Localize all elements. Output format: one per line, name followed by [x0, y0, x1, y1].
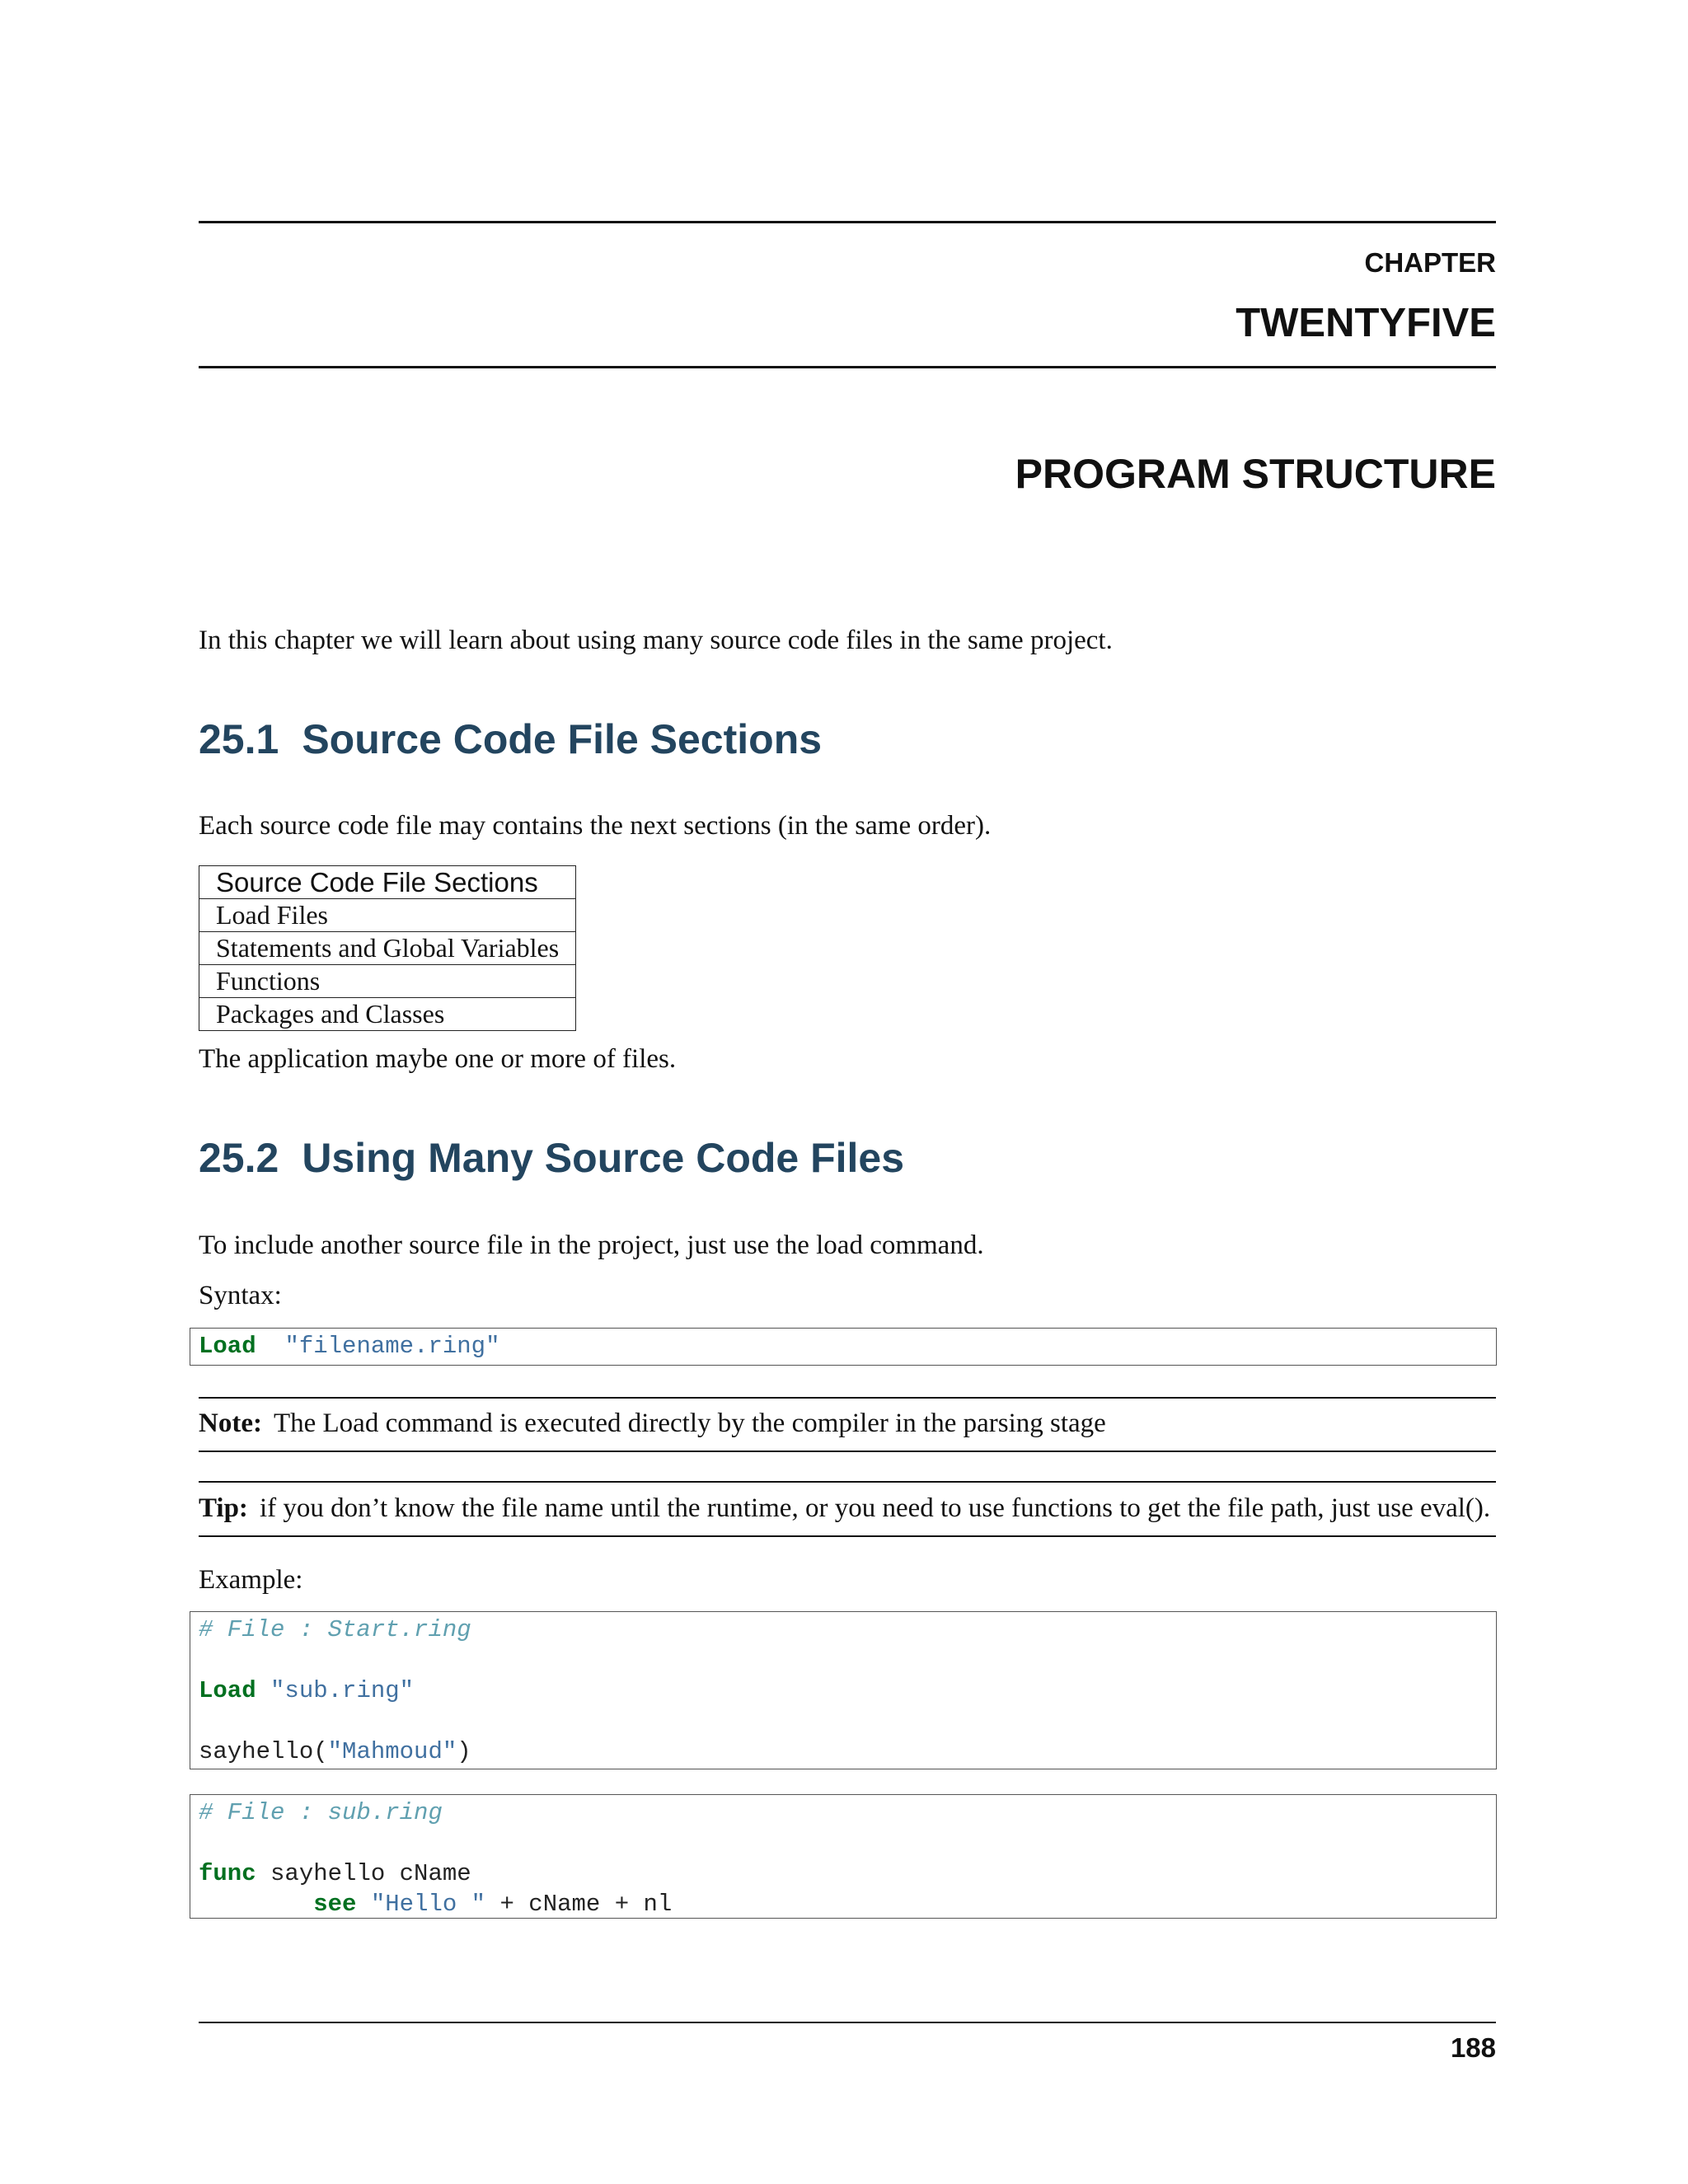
- note-text: The Load command is executed directly by the compiler in the parsing stage: [273, 1408, 1106, 1438]
- chapter-number: TWENTYFIVE: [1236, 301, 1496, 345]
- code-string: "Hello ": [370, 1891, 486, 1918]
- code-keyword: Load: [199, 1333, 256, 1360]
- code-indent: [199, 1891, 313, 1918]
- tip-bottom-rule: [199, 1535, 1496, 1537]
- code-comment: # File : sub.ring: [199, 1799, 443, 1826]
- tip-top-rule: [199, 1481, 1496, 1483]
- section-number: 25.2: [199, 1135, 279, 1181]
- code-keyword: func: [199, 1860, 256, 1887]
- code-keyword: Load: [199, 1677, 256, 1704]
- tip-admonition: [199, 1492, 1496, 1525]
- note-label: Note:: [199, 1408, 262, 1438]
- footer-rule: [199, 2022, 1496, 2023]
- section1-after: The application maybe one or more of files.: [199, 1044, 677, 1074]
- chapter-top-rule: [199, 221, 1496, 223]
- chapter-bottom-rule: [199, 366, 1496, 368]
- chapter-label: CHAPTER: [1364, 247, 1496, 278]
- table-header: Source Code File Sections: [199, 866, 576, 899]
- section1-lead: Each source code file may contains the next sections (in the same order).: [199, 811, 992, 841]
- code-comment: # File : Start.ring: [199, 1616, 471, 1643]
- section2-lead: To include another source file in the project, just use the load command.: [199, 1230, 984, 1260]
- example-code-block-1: [190, 1611, 1497, 1769]
- code-keyword: see: [313, 1891, 357, 1918]
- sections-table: [199, 865, 576, 1031]
- code-string: "sub.ring": [270, 1677, 415, 1704]
- page-number: 188: [1450, 2032, 1496, 2063]
- code-text: ): [457, 1738, 471, 1765]
- table-row: Functions: [199, 965, 576, 998]
- section-title: Source Code File Sections: [302, 716, 823, 762]
- example-label: Example:: [199, 1565, 303, 1595]
- table-row: Load Files: [199, 899, 576, 932]
- code-text: + cName + nl: [485, 1891, 673, 1918]
- chapter-title: PROGRAM STRUCTURE: [1015, 451, 1496, 497]
- note-bottom-rule: [199, 1451, 1496, 1452]
- example-code-block-2: [190, 1794, 1497, 1919]
- note-top-rule: [199, 1397, 1496, 1399]
- note-admonition: [199, 1407, 1496, 1440]
- syntax-label: Syntax:: [199, 1281, 282, 1310]
- code-text: sayhello(: [199, 1738, 328, 1765]
- section-title: Using Many Source Code Files: [302, 1135, 905, 1181]
- syntax-code-block: [190, 1328, 1497, 1366]
- tip-text: if you don’t know the file name until the runtime, or you need to use functions to get the file path, just use eval().: [259, 1493, 1491, 1523]
- section-heading-25-2: [199, 1134, 904, 1182]
- code-text: sayhello cName: [256, 1860, 471, 1887]
- intro-paragraph: In this chapter we will learn about using many source code files in the same project.: [199, 626, 1113, 655]
- table-row: Statements and Global Variables: [199, 932, 576, 965]
- code-string: "Mahmoud": [327, 1738, 457, 1765]
- section-number: 25.1: [199, 716, 279, 762]
- code-string: "filename.ring": [284, 1333, 500, 1360]
- table-row: Packages and Classes: [199, 998, 576, 1031]
- tip-label: Tip:: [199, 1493, 248, 1523]
- section-heading-25-1: [199, 715, 822, 763]
